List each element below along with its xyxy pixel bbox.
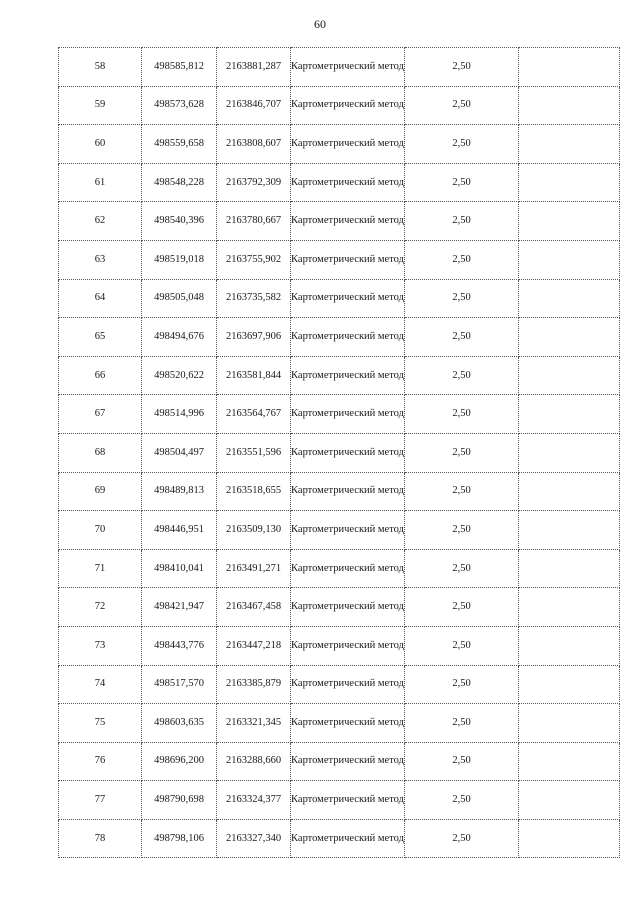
- point-number-cell: 77: [59, 781, 142, 820]
- note-cell: [519, 742, 620, 781]
- method-cell: Картометрический метод: [291, 202, 405, 241]
- y-coordinate-cell: 2163780,667: [217, 202, 291, 241]
- note-cell: [519, 125, 620, 164]
- table-row: [59, 433, 620, 472]
- x-coordinate-cell: 498798,106: [142, 819, 217, 858]
- y-coordinate-cell: 2163808,607: [217, 125, 291, 164]
- method-cell: Картометрический метод: [291, 819, 405, 858]
- table-row: [59, 665, 620, 704]
- x-coordinate-cell: 498585,812: [142, 48, 217, 87]
- table-row: [59, 86, 620, 125]
- note-cell: [519, 819, 620, 858]
- x-coordinate-cell: 498519,018: [142, 240, 217, 279]
- point-number-cell: 66: [59, 356, 142, 395]
- error-cell: 2,50: [405, 202, 519, 241]
- table-row: [59, 240, 620, 279]
- error-cell: 2,50: [405, 511, 519, 550]
- y-coordinate-cell: 2163385,879: [217, 665, 291, 704]
- error-cell: 2,50: [405, 665, 519, 704]
- point-number-cell: 78: [59, 819, 142, 858]
- method-cell: Картометрический метод: [291, 125, 405, 164]
- error-cell: 2,50: [405, 86, 519, 125]
- table-row: [59, 472, 620, 511]
- method-cell: Картометрический метод: [291, 86, 405, 125]
- y-coordinate-cell: 2163846,707: [217, 86, 291, 125]
- error-cell: 2,50: [405, 742, 519, 781]
- table-row: [59, 356, 620, 395]
- method-cell: Картометрический метод: [291, 472, 405, 511]
- note-cell: [519, 626, 620, 665]
- x-coordinate-cell: 498443,776: [142, 626, 217, 665]
- y-coordinate-cell: 2163288,660: [217, 742, 291, 781]
- error-cell: 2,50: [405, 433, 519, 472]
- y-coordinate-cell: 2163518,655: [217, 472, 291, 511]
- error-cell: 2,50: [405, 318, 519, 357]
- method-cell: Картометрический метод: [291, 240, 405, 279]
- table-row: [59, 588, 620, 627]
- note-cell: [519, 704, 620, 743]
- point-number-cell: 61: [59, 163, 142, 202]
- note-cell: [519, 48, 620, 87]
- note-cell: [519, 86, 620, 125]
- note-cell: [519, 511, 620, 550]
- note-cell: [519, 549, 620, 588]
- x-coordinate-cell: 498573,628: [142, 86, 217, 125]
- method-cell: Картометрический метод: [291, 588, 405, 627]
- method-cell: Картометрический метод: [291, 395, 405, 434]
- method-cell: Картометрический метод: [291, 318, 405, 357]
- point-number-cell: 68: [59, 433, 142, 472]
- method-cell: Картометрический метод: [291, 356, 405, 395]
- point-number-cell: 73: [59, 626, 142, 665]
- x-coordinate-cell: 498505,048: [142, 279, 217, 318]
- x-coordinate-cell: 498540,396: [142, 202, 217, 241]
- point-number-cell: 65: [59, 318, 142, 357]
- error-cell: 2,50: [405, 279, 519, 318]
- table-row: [59, 48, 620, 87]
- table-row: [59, 819, 620, 858]
- x-coordinate-cell: 498514,996: [142, 395, 217, 434]
- note-cell: [519, 356, 620, 395]
- point-number-cell: 74: [59, 665, 142, 704]
- error-cell: 2,50: [405, 819, 519, 858]
- point-number-cell: 70: [59, 511, 142, 550]
- point-number-cell: 75: [59, 704, 142, 743]
- x-coordinate-cell: 498548,228: [142, 163, 217, 202]
- y-coordinate-cell: 2163491,271: [217, 549, 291, 588]
- x-coordinate-cell: 498696,200: [142, 742, 217, 781]
- error-cell: 2,50: [405, 626, 519, 665]
- method-cell: Картометрический метод: [291, 626, 405, 665]
- y-coordinate-cell: 2163881,287: [217, 48, 291, 87]
- table-row: [59, 125, 620, 164]
- y-coordinate-cell: 2163564,767: [217, 395, 291, 434]
- point-number-cell: 58: [59, 48, 142, 87]
- error-cell: 2,50: [405, 549, 519, 588]
- point-number-cell: 72: [59, 588, 142, 627]
- table-row: [59, 163, 620, 202]
- y-coordinate-cell: 2163792,309: [217, 163, 291, 202]
- method-cell: Картометрический метод: [291, 742, 405, 781]
- y-coordinate-cell: 2163447,218: [217, 626, 291, 665]
- note-cell: [519, 472, 620, 511]
- y-coordinate-cell: 2163735,582: [217, 279, 291, 318]
- error-cell: 2,50: [405, 472, 519, 511]
- x-coordinate-cell: 498517,570: [142, 665, 217, 704]
- error-cell: 2,50: [405, 125, 519, 164]
- y-coordinate-cell: 2163327,340: [217, 819, 291, 858]
- note-cell: [519, 665, 620, 704]
- note-cell: [519, 163, 620, 202]
- y-coordinate-cell: 2163321,345: [217, 704, 291, 743]
- x-coordinate-cell: 498421,947: [142, 588, 217, 627]
- y-coordinate-cell: 2163324,377: [217, 781, 291, 820]
- error-cell: 2,50: [405, 395, 519, 434]
- point-number-cell: 69: [59, 472, 142, 511]
- error-cell: 2,50: [405, 588, 519, 627]
- table-row: [59, 202, 620, 241]
- table-row: [59, 318, 620, 357]
- point-number-cell: 62: [59, 202, 142, 241]
- y-coordinate-cell: 2163551,596: [217, 433, 291, 472]
- x-coordinate-cell: 498446,951: [142, 511, 217, 550]
- method-cell: Картометрический метод: [291, 279, 405, 318]
- point-number-cell: 63: [59, 240, 142, 279]
- point-number-cell: 71: [59, 549, 142, 588]
- error-cell: 2,50: [405, 704, 519, 743]
- note-cell: [519, 433, 620, 472]
- x-coordinate-cell: 498520,622: [142, 356, 217, 395]
- table-row: [59, 549, 620, 588]
- x-coordinate-cell: 498489,813: [142, 472, 217, 511]
- note-cell: [519, 279, 620, 318]
- x-coordinate-cell: 498790,698: [142, 781, 217, 820]
- x-coordinate-cell: 498410,041: [142, 549, 217, 588]
- x-coordinate-cell: 498603,635: [142, 704, 217, 743]
- table-row: [59, 781, 620, 820]
- x-coordinate-cell: 498494,676: [142, 318, 217, 357]
- table-body: [59, 48, 620, 858]
- y-coordinate-cell: 2163581,844: [217, 356, 291, 395]
- error-cell: 2,50: [405, 240, 519, 279]
- error-cell: 2,50: [405, 48, 519, 87]
- point-number-cell: 60: [59, 125, 142, 164]
- y-coordinate-cell: 2163509,130: [217, 511, 291, 550]
- method-cell: Картометрический метод: [291, 511, 405, 550]
- note-cell: [519, 395, 620, 434]
- note-cell: [519, 202, 620, 241]
- method-cell: Картометрический метод: [291, 665, 405, 704]
- method-cell: Картометрический метод: [291, 704, 405, 743]
- point-number-cell: 67: [59, 395, 142, 434]
- page-number: 60: [314, 17, 326, 31]
- table-row: [59, 742, 620, 781]
- note-cell: [519, 781, 620, 820]
- table-row: [59, 279, 620, 318]
- point-number-cell: 76: [59, 742, 142, 781]
- x-coordinate-cell: 498504,497: [142, 433, 217, 472]
- method-cell: Картометрический метод: [291, 781, 405, 820]
- method-cell: Картометрический метод: [291, 549, 405, 588]
- table-row: [59, 704, 620, 743]
- method-cell: Картометрический метод: [291, 163, 405, 202]
- error-cell: 2,50: [405, 356, 519, 395]
- method-cell: Картометрический метод: [291, 433, 405, 472]
- point-number-cell: 64: [59, 279, 142, 318]
- coordinates-table: [58, 47, 620, 858]
- y-coordinate-cell: 2163755,902: [217, 240, 291, 279]
- y-coordinate-cell: 2163697,906: [217, 318, 291, 357]
- table-row: [59, 511, 620, 550]
- error-cell: 2,50: [405, 163, 519, 202]
- note-cell: [519, 588, 620, 627]
- x-coordinate-cell: 498559,658: [142, 125, 217, 164]
- table-row: [59, 395, 620, 434]
- y-coordinate-cell: 2163467,458: [217, 588, 291, 627]
- method-cell: Картометрический метод: [291, 48, 405, 87]
- point-number-cell: 59: [59, 86, 142, 125]
- error-cell: 2,50: [405, 781, 519, 820]
- note-cell: [519, 240, 620, 279]
- table-row: [59, 626, 620, 665]
- note-cell: [519, 318, 620, 357]
